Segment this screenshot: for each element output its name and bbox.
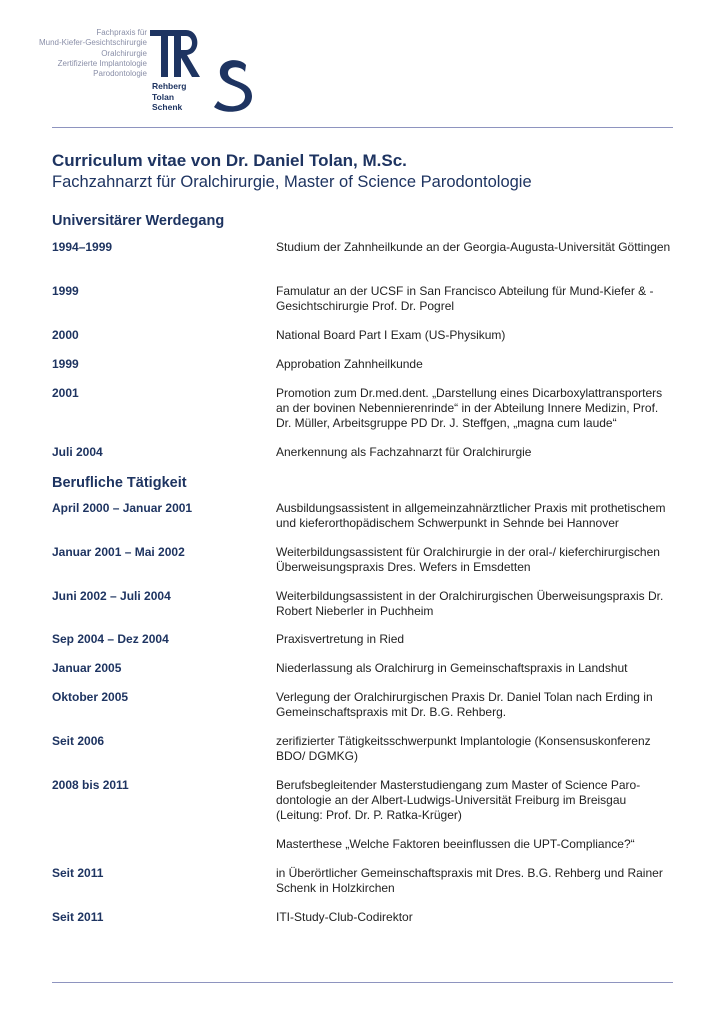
entry-date: 1999: [52, 284, 79, 298]
entry-description: Promotion zum Dr.med.dent. „Darstellung eines Dicarboxylattransporters an der bovinen Nebennierenrinde“ in der Abteilung Innere Medizin, Prof. Dr. Müller, Arbeitsgruppe PD Dr. J. Steffgen, „magna cum laude“: [276, 386, 663, 430]
practice-line: Mund-Kiefer-Gesichtschirurgie: [38, 38, 147, 48]
entry-description: zerifizierter Tätigkeitsschwerpunkt Implantologie (Konsensuskonferenz BDO/ DGMKG): [276, 734, 651, 763]
entry-date: 1999: [52, 357, 79, 371]
entry-date: Oktober 2005: [52, 690, 129, 704]
entry-date: April 2000 – Januar 2001: [52, 501, 193, 515]
entry-description: Berufsbegleitender Masterstudiengang zum Master of Science Paro-dontologie an der Albert-Ludwigs-Universität Freiburg im Breisgau (Leitung: Prof. Dr. P. Ratka-Krüger): [276, 778, 641, 822]
entry-description: Masterthese „Welche Faktoren beeinflussen die UPT-Compliance?“: [276, 837, 635, 851]
footer-divider: [52, 982, 673, 983]
practice-line: Oralchirurgie: [101, 48, 147, 58]
entry-description: Weiterbildungsassistent für Oralchirurgie in der oral-/ kieferchirurgischen Überweisungspraxis Dres. Wefers in Emsdetten: [276, 545, 660, 574]
entry-date: Juni 2002 – Juli 2004: [52, 589, 171, 603]
entry-date: Seit 2011: [52, 910, 104, 924]
entry-date: 1994–1999: [52, 240, 113, 254]
entry-description: Ausbildungsassistent in allgemeinzahnärztlicher Praxis mit prothetischem und kieferorthopädischem Schwerpunkt in Sehnde bei Hannover: [276, 501, 666, 530]
entry-description: Weiterbildungsassistent in der Oralchirurgischen Überweisungspraxis Dr. Robert Nieberler in Puchheim: [276, 589, 664, 618]
entry-description: Verlegung der Oralchirurgischen Praxis Dr. Daniel Tolan nach Erding in Gemeinschaftspraxis mit Dr. B.G. Rehberg.: [276, 690, 653, 719]
entry-description: Anerkennung als Fachzahnarzt für Oralchirurgie: [276, 445, 532, 459]
partner-name: Schenk: [152, 102, 183, 112]
entry-date: Sep 2004 – Dez 2004: [52, 632, 169, 646]
entry-date: Seit 2006: [52, 734, 105, 748]
partner-name: Tolan: [152, 91, 175, 102]
practice-line: Zertifizierte Implantologie: [57, 58, 147, 68]
partner-names: [152, 81, 186, 113]
practice-line: Parodontologie: [93, 69, 147, 79]
entry-date: 2008 bis 2011: [52, 778, 129, 792]
page-subtitle: Fachzahnarzt für Oralchirurgie, Master of Science Parodontologie: [52, 173, 532, 191]
page-title: Curriculum vitae von Dr. Daniel Tolan, M.Sc.: [52, 151, 407, 170]
entry-description: Famulatur an der UCSF in San Francisco Abteilung für Mund-Kiefer & -Gesichtschirurgie Prof. Dr. Pogrel: [276, 284, 654, 313]
section-heading: Universitärer Werdegang: [52, 213, 225, 229]
entry-description: Studium der Zahnheilkunde an der Georgia-Augusta-Universität Göttingen: [276, 240, 671, 254]
entry-date: 2000: [52, 328, 79, 342]
entry-date: Seit 2011: [52, 866, 104, 880]
entry-date: Januar 2001 – Mai 2002: [52, 545, 185, 559]
practice-description: [39, 28, 147, 79]
entry-date: 2001: [52, 386, 79, 400]
entry-description: ITI-Study-Club-Codirektor: [276, 910, 413, 924]
entry-description: Praxisvertretung in Ried: [276, 632, 405, 646]
entry-description: Niederlassung als Oralchirurg in Gemeinschaftspraxis in Landshut: [276, 661, 628, 675]
section-heading: Berufliche Tätigkeit: [52, 475, 187, 491]
entry-description: National Board Part I Exam (US-Physikum): [276, 328, 506, 342]
entry-description: Approbation Zahnheilkunde: [276, 357, 423, 371]
partner-name: Rehberg: [152, 81, 187, 91]
practice-line: Fachpraxis für: [96, 28, 147, 37]
header-divider: [52, 127, 673, 128]
entry-description: in Überörtlicher Gemeinschaftspraxis mit Dres. B.G. Rehberg und Rainer Schenk in Holzkirchen: [276, 866, 663, 895]
entry-date: Januar 2005: [52, 661, 122, 675]
letterhead: [0, 0, 725, 128]
entry-date: Juli 2004: [52, 445, 103, 459]
